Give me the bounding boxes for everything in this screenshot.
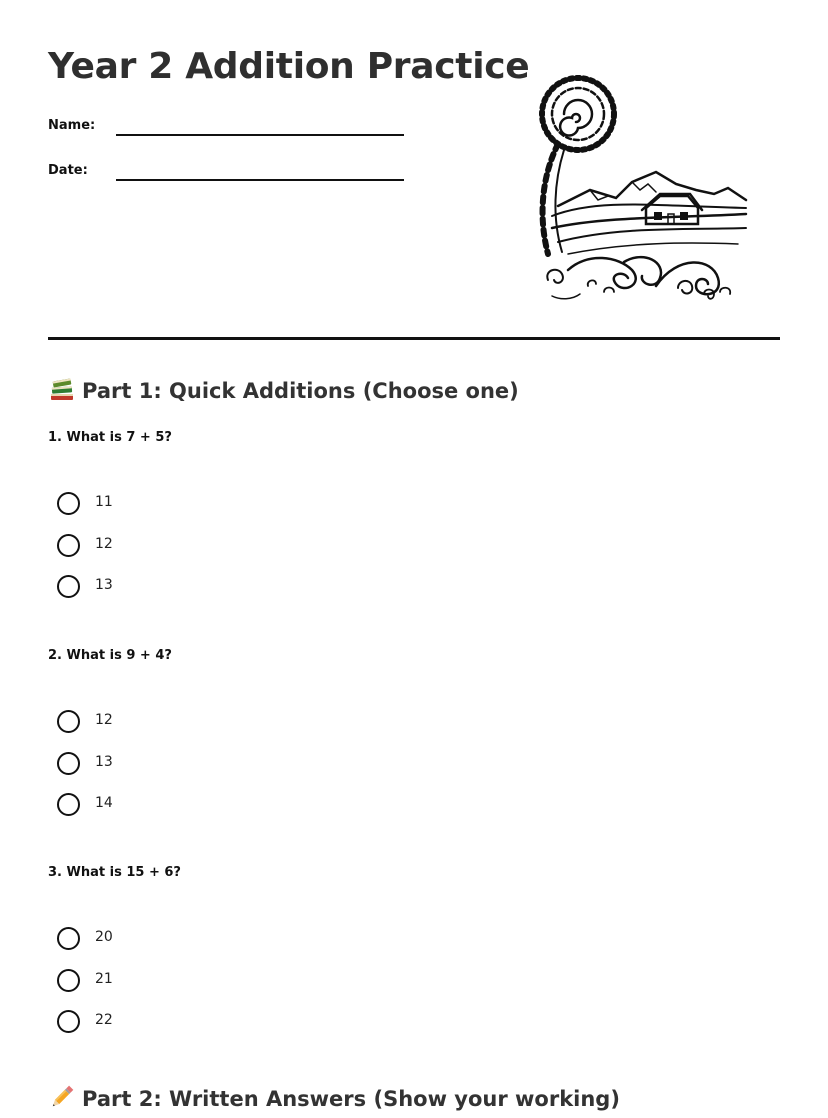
question-2-text: 2. What is 9 + 4? — [48, 648, 172, 663]
question-3-option-3[interactable] — [57, 1010, 257, 1036]
part2-heading — [48, 1083, 620, 1111]
part2-heading-text: Part 2: Written Answers (Show your working) — [82, 1087, 620, 1111]
date-write-line — [116, 179, 404, 181]
option-label: 22 — [95, 1012, 113, 1028]
option-label: 13 — [95, 577, 113, 593]
radio-button[interactable] — [57, 1010, 80, 1033]
header-divider — [48, 337, 780, 340]
option-label: 20 — [95, 929, 113, 945]
question-1-option-2[interactable] — [57, 534, 257, 560]
pencil-icon — [48, 1083, 76, 1111]
option-label: 12 — [95, 536, 113, 552]
radio-button[interactable] — [57, 575, 80, 598]
question-1-option-3[interactable] — [57, 575, 257, 601]
koru-landscape-illustration — [528, 66, 754, 306]
page-title: Year 2 Addition Practice — [48, 46, 530, 87]
radio-button[interactable] — [57, 969, 80, 992]
question-3-option-1[interactable] — [57, 927, 257, 953]
part1-heading-text: Part 1: Quick Additions (Choose one) — [82, 379, 519, 403]
option-label: 11 — [95, 494, 113, 510]
option-label: 12 — [95, 712, 113, 728]
question-3-option-2[interactable] — [57, 969, 257, 995]
option-label: 14 — [95, 795, 113, 811]
radio-button[interactable] — [57, 710, 80, 733]
radio-button[interactable] — [57, 927, 80, 950]
date-label: Date: — [48, 163, 88, 178]
books-icon — [48, 375, 76, 403]
question-2-option-3[interactable] — [57, 793, 257, 819]
question-2-option-2[interactable] — [57, 752, 257, 778]
name-write-line — [116, 134, 404, 136]
name-label: Name: — [48, 118, 96, 133]
option-label: 21 — [95, 971, 113, 987]
question-3-text: 3. What is 15 + 6? — [48, 865, 181, 880]
name-field — [48, 118, 408, 142]
radio-button[interactable] — [57, 752, 80, 775]
date-field — [48, 163, 408, 187]
part1-heading — [48, 375, 519, 403]
radio-button[interactable] — [57, 793, 80, 816]
radio-button[interactable] — [57, 492, 80, 515]
question-1-option-1[interactable] — [57, 492, 257, 518]
radio-button[interactable] — [57, 534, 80, 557]
question-2-option-1[interactable] — [57, 710, 257, 736]
option-label: 13 — [95, 754, 113, 770]
question-1-text: 1. What is 7 + 5? — [48, 430, 172, 445]
